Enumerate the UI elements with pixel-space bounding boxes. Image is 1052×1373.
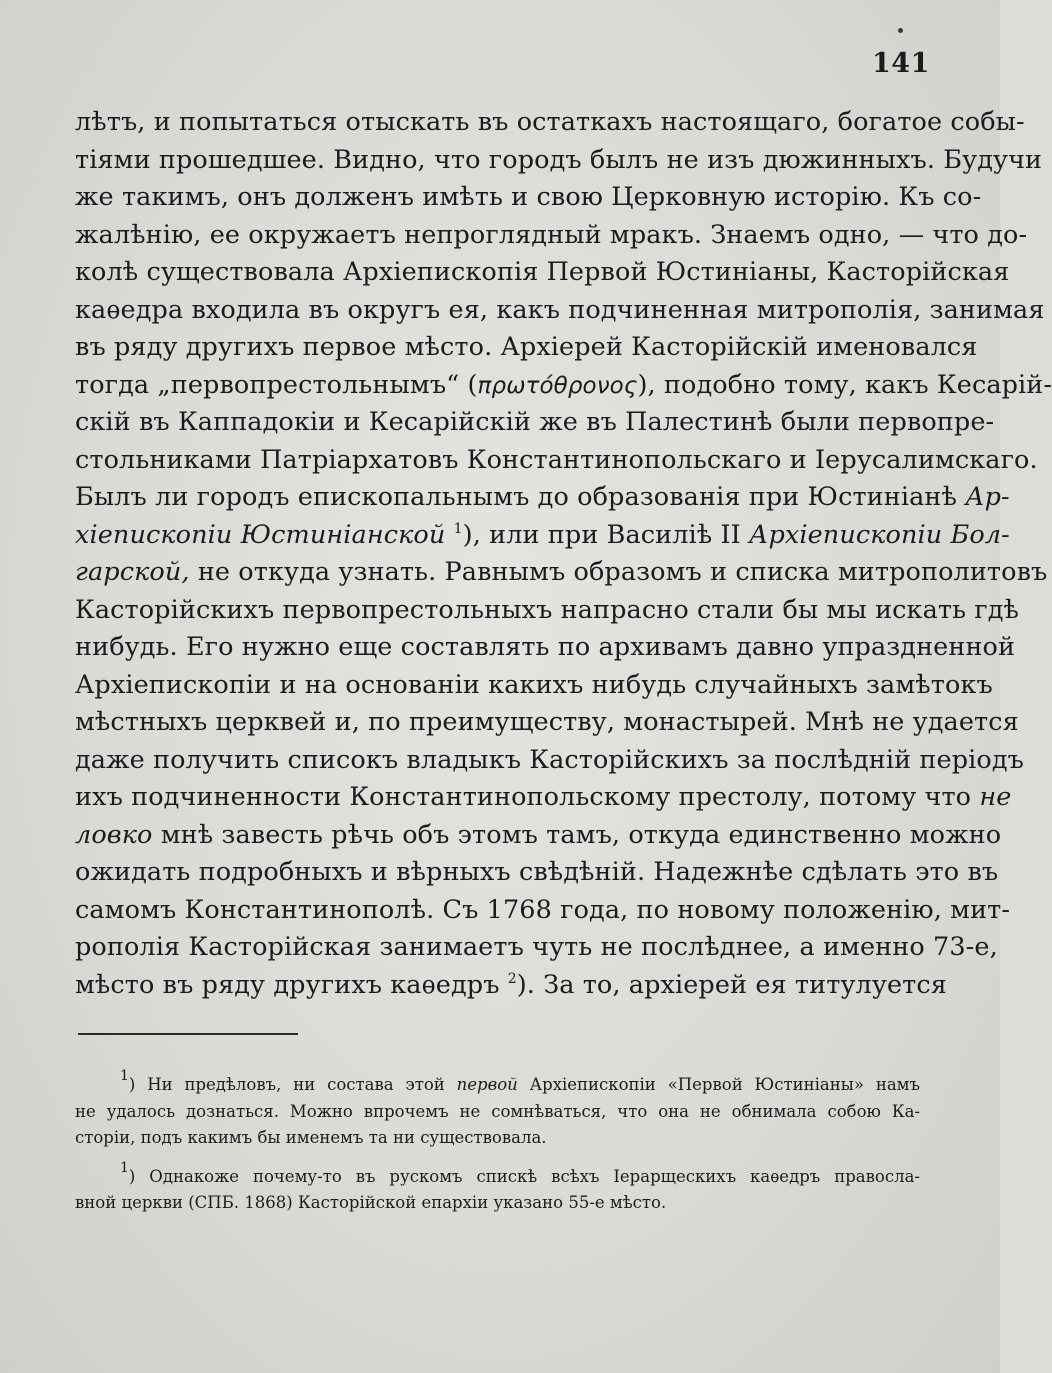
footnote-2-line: вной церкви (СПБ. 1868) Касторійской епархіи указано 55-е мѣсто. [75,1193,667,1212]
footnote-ref-2[interactable]: 2 [507,970,517,987]
footnotes [75,1068,920,1217]
text-line: тіями прошедшее. Видно, что городъ былъ не изъ дюжинныхъ. Будучи [75,144,1043,175]
text-line: же такимъ, онъ долженъ имѣть и свою Церковную исторію. Къ со- [75,182,982,212]
footnote-marker: 1 [120,1159,129,1176]
ink-speck [898,28,903,33]
footnote-marker: 1 [120,1068,129,1084]
text-line: мѣсто въ ряду другихъ каѳедръ $^2$). За то, архіерей ея титулуется [75,969,947,1000]
text-line: стольниками Патріархатовъ Константинопольскаго и Іерусалимскаго. [75,444,1038,475]
page-number: 141 [872,48,930,79]
footnote-ref-1[interactable]: 1 [453,520,463,537]
text-line: нибудь. Его нужно еще составлять по архивамъ давно упраздненной [75,632,1016,662]
footnote-divider [78,1033,298,1035]
text-line: ловко мнѣ завесть рѣчь объ этомъ тамъ, откуда единственно можно [75,819,1002,850]
text-line: гарской, не откуда узнать. Равнымъ образомъ и списка митрополитовъ [75,557,1048,587]
text-line: лѣтъ, и попытаться отыскать въ остаткахъ настоящаго, богатое собы- [75,107,1025,137]
text-line: колѣ существовала Архіепископія Первой Юстиніаны, Касторійская [75,257,1010,287]
text-line: тогда „первопрестольнымъ“ (πρωτόθρονος), подобно тому, какъ Кесарій- [75,369,1052,400]
footnote-1-line: сторіи, подъ какимъ бы именемъ та ни существовала. [75,1128,547,1147]
footnote-1-line: не удалось дознаться. Можно впрочемъ не сомнѣваться, что она не обнимала собою Ка- [75,1101,920,1121]
footnote-2: $^1$) Однакоже почему-то въ рускомъ спискѣ всѣхъ Іерарщескихъ каѳедръ правосла- [120,1159,920,1186]
footnote-1: $^1$) Ни предѣловъ, ни состава этой первой Архіепископіи «Первой Юстиніаны» намъ [120,1068,920,1094]
text-line: мѣстныхъ церквей и, по преимуществу, монастырей. Мнѣ не удается [75,707,1019,737]
text-line: ожидать подробныхъ и вѣрныхъ свѣдѣній. Надежнѣе сдѣлать это въ [75,857,999,887]
text-line: каѳедра входила въ округъ ея, какъ подчиненная митрополія, занимая [75,294,1045,325]
main-text [75,104,1052,1004]
text-line: ихъ подчиненности Константинопольскому престолу, потому что не [75,782,1012,812]
text-line: Былъ ли городъ епископальнымъ до образованія при Юстиніанѣ Ар- [75,482,1010,512]
text-line: Касторійскихъ первопрестольныхъ напрасно стали бы мы искать гдѣ [75,594,1020,625]
greek-term: πρωτόθρονος [477,372,638,399]
text-line: рополія Касторійская занимаетъ чуть не послѣднее, а именно 73-е, [75,932,998,962]
text-line: скій въ Каппадокіи и Кесарійскій же въ Палестинѣ были первопре- [75,407,995,437]
text-line: хіепископіи Юстиніанской $^1$), или при Василіѣ II Архіепископіи Бол- [75,519,1010,550]
text-line: самомъ Константинополѣ. Съ 1768 года, по новому положенію, мит- [75,894,1011,925]
text-line: даже получить списокъ владыкъ Касторійскихъ за послѣдній періодъ [75,744,1024,775]
text-line: Архіепископіи и на основаніи какихъ нибудь случайныхъ замѣтокъ [75,669,993,700]
text-line: въ ряду другихъ первое мѣсто. Архіерей Касторійскій именовался [75,332,978,362]
text-line: жалѣнію, ее окружаетъ непроглядный мракъ. Знаемъ одно, — что до- [75,219,1028,250]
